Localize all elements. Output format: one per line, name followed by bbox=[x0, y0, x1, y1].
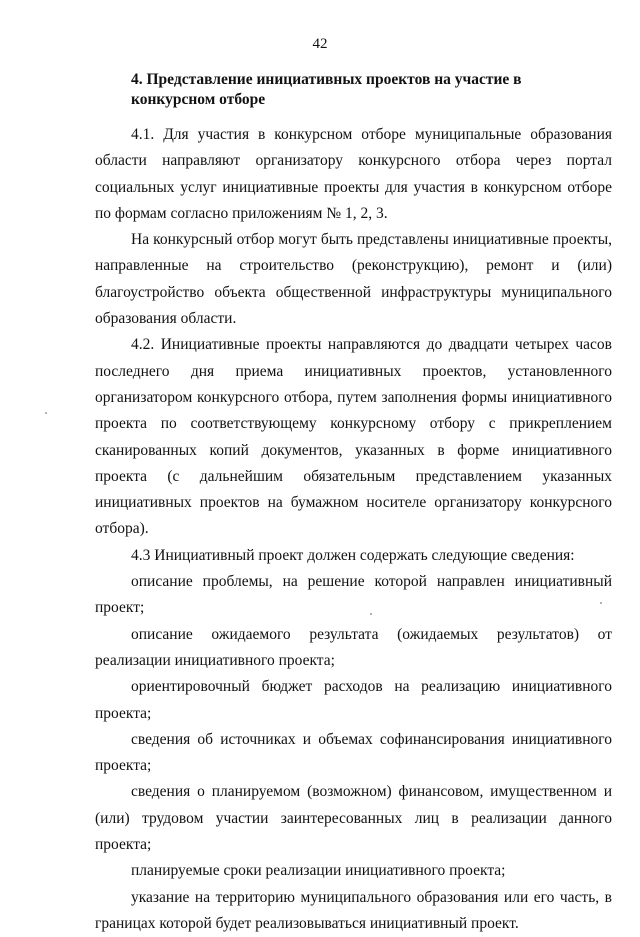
list-item: ориентировочный бюджет расходов на реализацию инициативного проекта; bbox=[95, 678, 612, 722]
paragraph-projects-types: На конкурсный отбор могут быть представлены инициативные проекты, направленные на строительство (реконструкцию), ремонт и (или) благоустройство объекта общественной инфраструктуры муниципального образования области. bbox=[95, 231, 612, 328]
scan-speck bbox=[370, 613, 372, 615]
list-item: сведения о планируемом (возможном) финансовом, имущественном и (или) трудовом участии заинтересованных лиц в реализации данного проекта; bbox=[95, 783, 612, 854]
page-number: 42 bbox=[312, 36, 328, 52]
list-item: описание проблемы, на решение которой направлен инициативный проект; bbox=[95, 573, 612, 617]
scan-speck bbox=[600, 602, 602, 604]
section-title: 4. Представление инициативных проектов на участие в конкурсном отборе bbox=[131, 71, 522, 108]
list-item: указание на территорию муниципального образования или его часть, в границах которой будет реализовываться инициативный проект. bbox=[95, 888, 612, 932]
list-item: сведения об источниках и объемах софинансирования инициативного проекта; bbox=[95, 730, 612, 775]
paragraph-4-1: 4.1. Для участия в конкурсном отборе муниципальные образования области направляют организатору конкурсного отбора через портал социальных услуг инициативные проекты для участия в конкурсном отборе по формам согласно приложениям № 1, 2, 3. bbox=[95, 126, 612, 222]
paragraph-4-2: 4.2. Инициативные проекты направляются до двадцати четырех часов последнего дня приема инициативных проектов, установленного организатором конкурсного отбора, путем заполнения формы инициативного проекта по соответствующему конкурсному отбору с прикреплением сканированных копий документов, указанных в форме инициативного проекта (с дальнейшим обязательным представлением указанных инициативных проектов на бумажном носителе организатору конкурсного отбора). bbox=[95, 336, 612, 538]
list-item: описание ожидаемого результата (ожидаемых результатов) от реализации инициативного проекта; bbox=[95, 625, 612, 669]
paragraph-4-3: 4.3 Инициативный проект должен содержать следующие сведения: bbox=[131, 546, 575, 564]
list-item: планируемые сроки реализации инициативного проекта; bbox=[131, 862, 506, 880]
document-body bbox=[95, 122, 612, 937]
scan-speck bbox=[45, 412, 47, 414]
